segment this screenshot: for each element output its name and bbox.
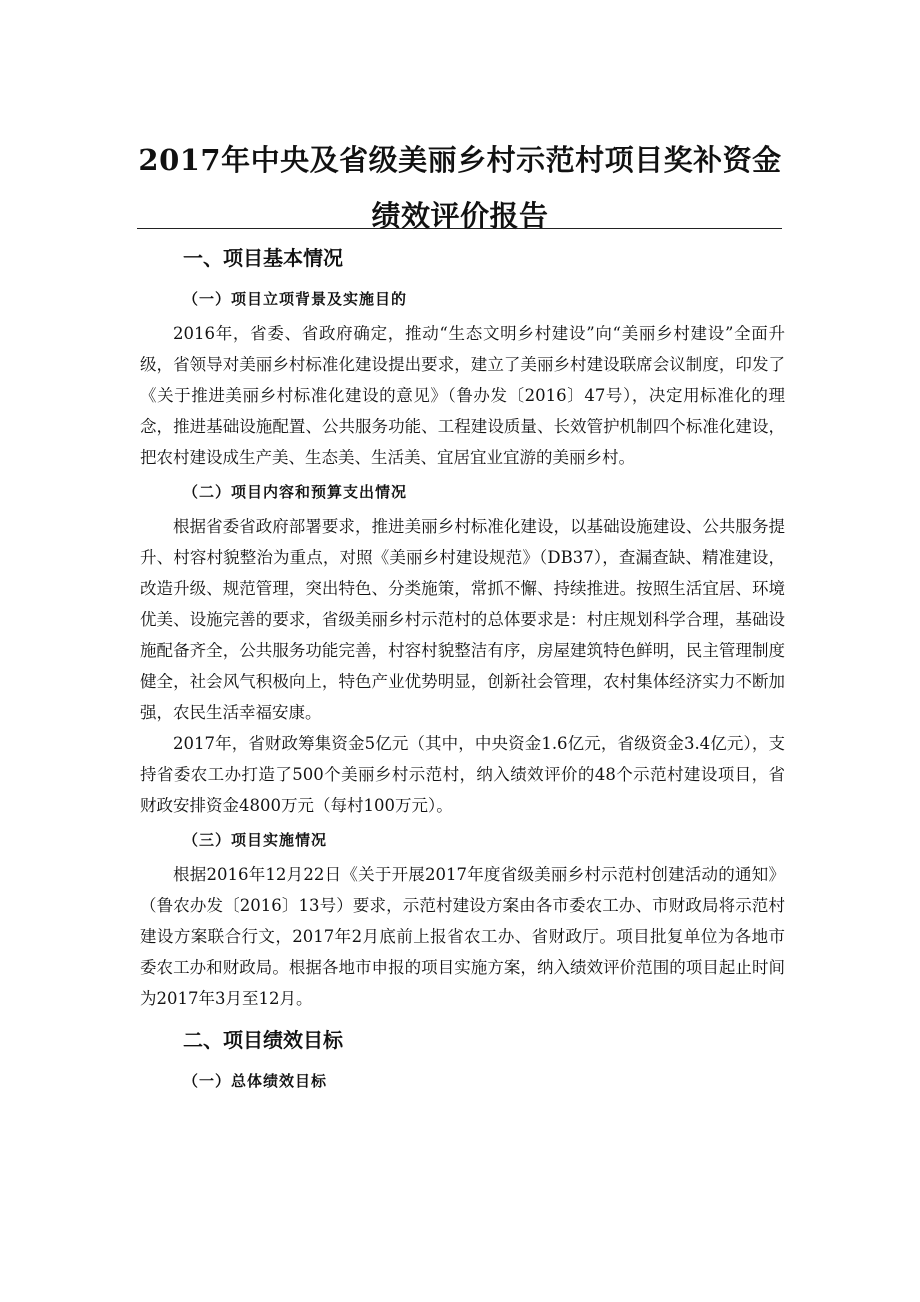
section-heading-2: 二、项目绩效目标 — [183, 1028, 343, 1052]
paragraph-1-2-a: 根据省委省政府部署要求，推进美丽乡村标准化建设，以基础设施建设、公共服务提升、村容村貌整治为重点，对照《美丽乡村建设规范》（DB37），查漏查缺、精准建设，改造升级、规范管理，突出特色、分类施策，常抓不懈、持续推进。按照生活宜居、环境优美、设施完善的要求，省级美丽乡村示范村的总体要求是：村庄规划科学合理，基础设施配备齐全，公共服务功能完善，村容村貌整洁有序，房屋建筑特色鲜明，民主管理制度健全，社会风气积极向上，特色产业优势明显，创新社会管理，农村集体经济实力不断加强，农民生活幸福安康。 — [140, 517, 785, 722]
paragraph-1-1: 2016年，省委、省政府确定，推动“生态文明乡村建设”向“美丽乡村建设”全面升级，省领导对美丽乡村标准化建设提出要求，建立了美丽乡村建设联席会议制度，印发了《关于推进美丽乡村标准化建设的意见》（鲁办发〔2016〕47号），决定用标准化的理念，推进基础设施配置、公共服务功能、工程建设质量、长效管护机制四个标准化建设，把农村建设成生产美、生态美、生活美、宜居宜业宜游的美丽乡村。 — [140, 324, 785, 467]
title-line-2: 绩效评价报告 — [371, 199, 549, 233]
subsection-heading-1-3: （三）项目实施情况 — [183, 831, 328, 849]
section-heading-1: 一、项目基本情况 — [183, 246, 343, 270]
subsection-heading-1-1: （一）项目立项背景及实施目的 — [183, 290, 408, 308]
paragraph-1-3: 根据2016年12月22日《关于开展2017年度省级美丽乡村示范村创建活动的通知》（鲁农办发〔2016〕13号）要求，示范村建设方案由各市委农工办、市财政局将示范村建设方案联合行文，2017年2月底前上报省农工办、省财政厅。项目批复单位为各地市委农工办和财政局。根据各地市申报的项目实施方案，纳入绩效评价范围的项目起止时间为2017年3月至12月。 — [140, 865, 785, 1008]
paragraph-1-2-b: 2017年，省财政筹集资金5亿元（其中，中央资金1.6亿元，省级资金3.4亿元），支持省委农工办打造了500个美丽乡村示范村，纳入绩效评价的48个示范村建设项目，省财政安排资金4800万元（每村100万元）。 — [140, 734, 785, 815]
title-line-1: 2017年中央及省级美丽乡村示范村项目奖补资金 — [138, 143, 782, 177]
subsection-heading-2-1: （一）总体绩效目标 — [183, 1072, 328, 1090]
document-body — [140, 236, 785, 1100]
subsection-heading-1-2: （二）项目内容和预算支出情况 — [183, 483, 408, 501]
title-divider — [137, 228, 782, 229]
